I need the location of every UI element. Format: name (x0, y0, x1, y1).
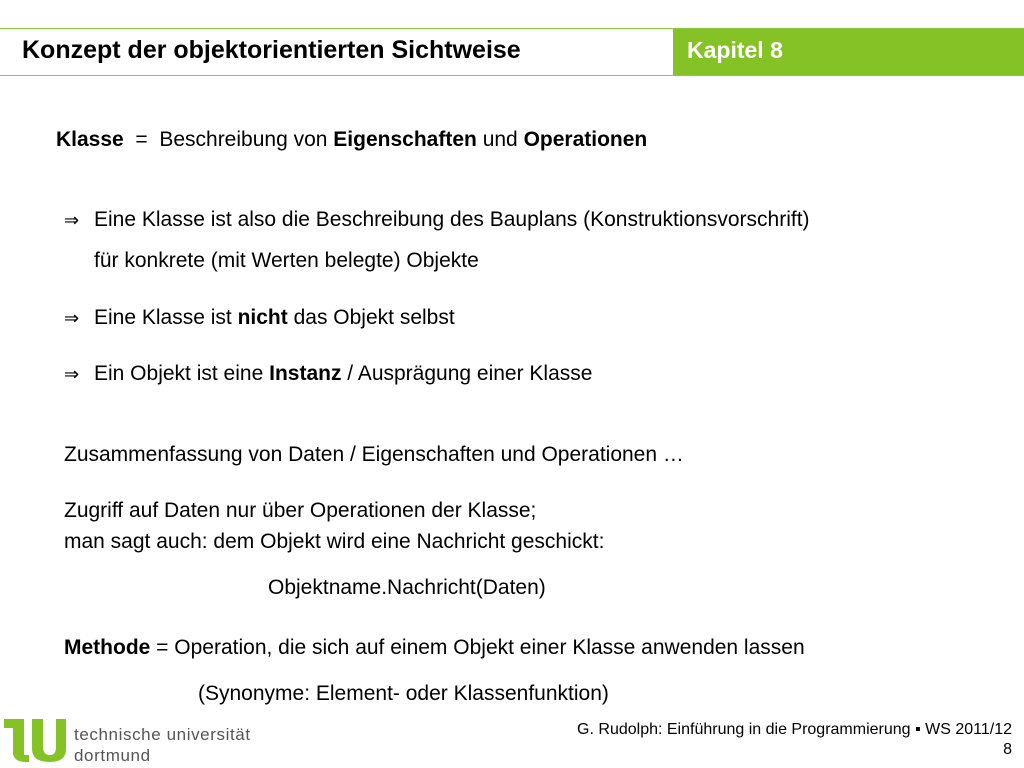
bullet-3-post: / Ausprägung einer Klasse (347, 362, 593, 385)
header-bottom-line (0, 75, 1024, 76)
bullet-1-line-1: Eine Klasse ist also die Beschreibung des Bauplans (Konstruktionsvorschrift) (94, 208, 810, 231)
implies-arrow-icon: ⇒ (64, 364, 80, 385)
page-number: 8 (1003, 741, 1012, 758)
class-definition (56, 128, 647, 152)
slide-title: Konzept der objektorientierten Sichtweise (22, 36, 521, 64)
footer-citation (577, 720, 1012, 760)
university-name-line-1: technische universität (74, 725, 251, 744)
access-line-2: man sagt auch: dem Objekt wird eine Nachricht geschickt: (64, 530, 605, 553)
bullet-1 (64, 208, 810, 233)
citation-text: G. Rudolph: Einführung in die Programmierung ▪ WS 2011/12 (577, 721, 1012, 738)
university-name (74, 724, 251, 766)
implies-arrow-icon: ⇒ (64, 210, 80, 231)
bullet-3-bold: Instanz (269, 362, 342, 385)
message-example: Objektname.Nachricht(Daten) (268, 576, 546, 599)
method-synonyms: (Synonyme: Element- oder Klassenfunktion) (198, 682, 609, 705)
summary-text: Zusammenfassung von Daten / Eigenschaften und Operationen … (64, 443, 684, 466)
bullet-3 (64, 362, 592, 387)
method-term: Methode (64, 636, 151, 659)
implies-arrow-icon: ⇒ (64, 308, 80, 329)
chapter-label: Kapitel 8 (687, 37, 783, 63)
method-text: = Operation, die sich auf einem Objekt einer Klasse anwenden lassen (156, 636, 805, 659)
definition-bold-1: Eigenschaften (333, 128, 477, 151)
definition-equals: = (135, 128, 148, 151)
chapter-badge (673, 29, 1024, 75)
university-name-line-2: dortmund (74, 746, 151, 765)
bullet-2-bold: nicht (237, 306, 288, 329)
method-definition (64, 636, 805, 660)
bullet-2 (64, 306, 455, 331)
bullet-1-line-2: für konkrete (mit Werten belegte) Objekte (94, 249, 479, 272)
bullet-3-pre: Ein Objekt ist eine (94, 362, 264, 385)
tu-logo-icon (4, 716, 66, 764)
definition-text-1: Beschreibung von (159, 128, 328, 151)
access-line-1: Zugriff auf Daten nur über Operationen der Klasse; (64, 499, 537, 522)
definition-bold-2: Operationen (523, 128, 648, 151)
bullet-2-post: das Objekt selbst (293, 306, 455, 329)
definition-term: Klasse (56, 128, 124, 151)
bullet-2-pre: Eine Klasse ist (94, 306, 232, 329)
definition-text-2: und (482, 128, 518, 151)
